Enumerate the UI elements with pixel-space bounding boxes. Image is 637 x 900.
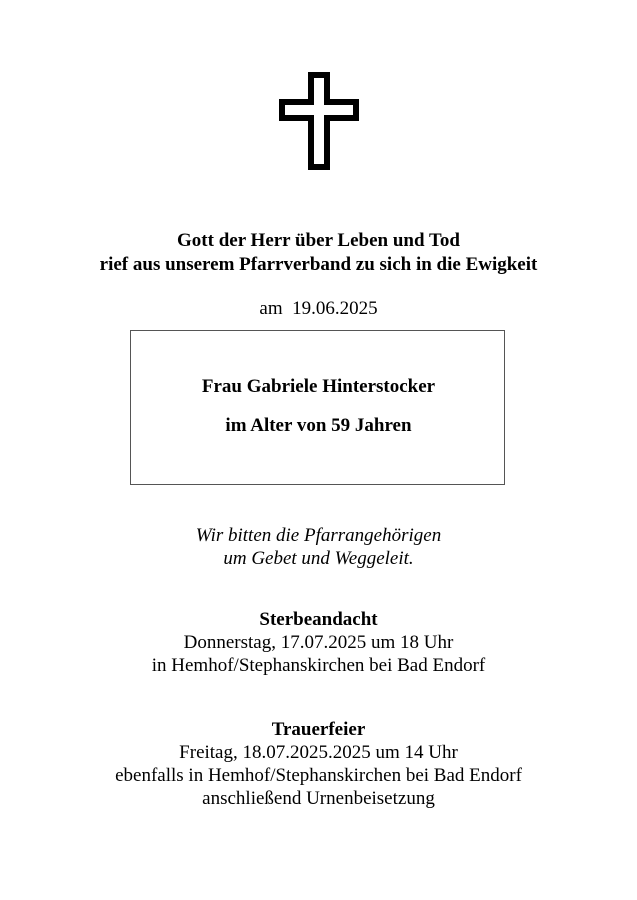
death-date: am 19.06.2025 <box>259 298 378 319</box>
trauerfeier-place: ebenfalls in Hemhof/Stephanskirchen bei Bad Endorf <box>115 765 522 786</box>
prayer-request-line-1: Wir bitten die Pfarrangehörigen <box>195 525 442 546</box>
sterbeandacht-title: Sterbeandacht <box>259 609 378 630</box>
deceased-name: Frau Gabriele Hinterstocker <box>201 376 436 397</box>
trauerfeier-date: Freitag, 18.07.2025.2025 um 14 Uhr <box>179 742 458 763</box>
name-frame <box>130 330 505 485</box>
intro-line-1: Gott der Herr über Leben und Tod <box>177 230 460 251</box>
deceased-age: im Alter von 59 Jahren <box>225 415 412 436</box>
sterbeandacht-date: Donnerstag, 17.07.2025 um 18 Uhr <box>183 632 454 653</box>
prayer-request-line-2: um Gebet und Weggeleit. <box>223 548 414 569</box>
trauerfeier-title: Trauerfeier <box>271 719 366 740</box>
intro-line-2: rief aus unserem Pfarrverband zu sich in die Ewigkeit <box>99 254 538 275</box>
sterbeandacht-place: in Hemhof/Stephanskirchen bei Bad Endorf <box>151 655 486 676</box>
cross-icon <box>279 72 359 170</box>
trauerfeier-note: anschließend Urnenbeisetzung <box>202 788 435 809</box>
